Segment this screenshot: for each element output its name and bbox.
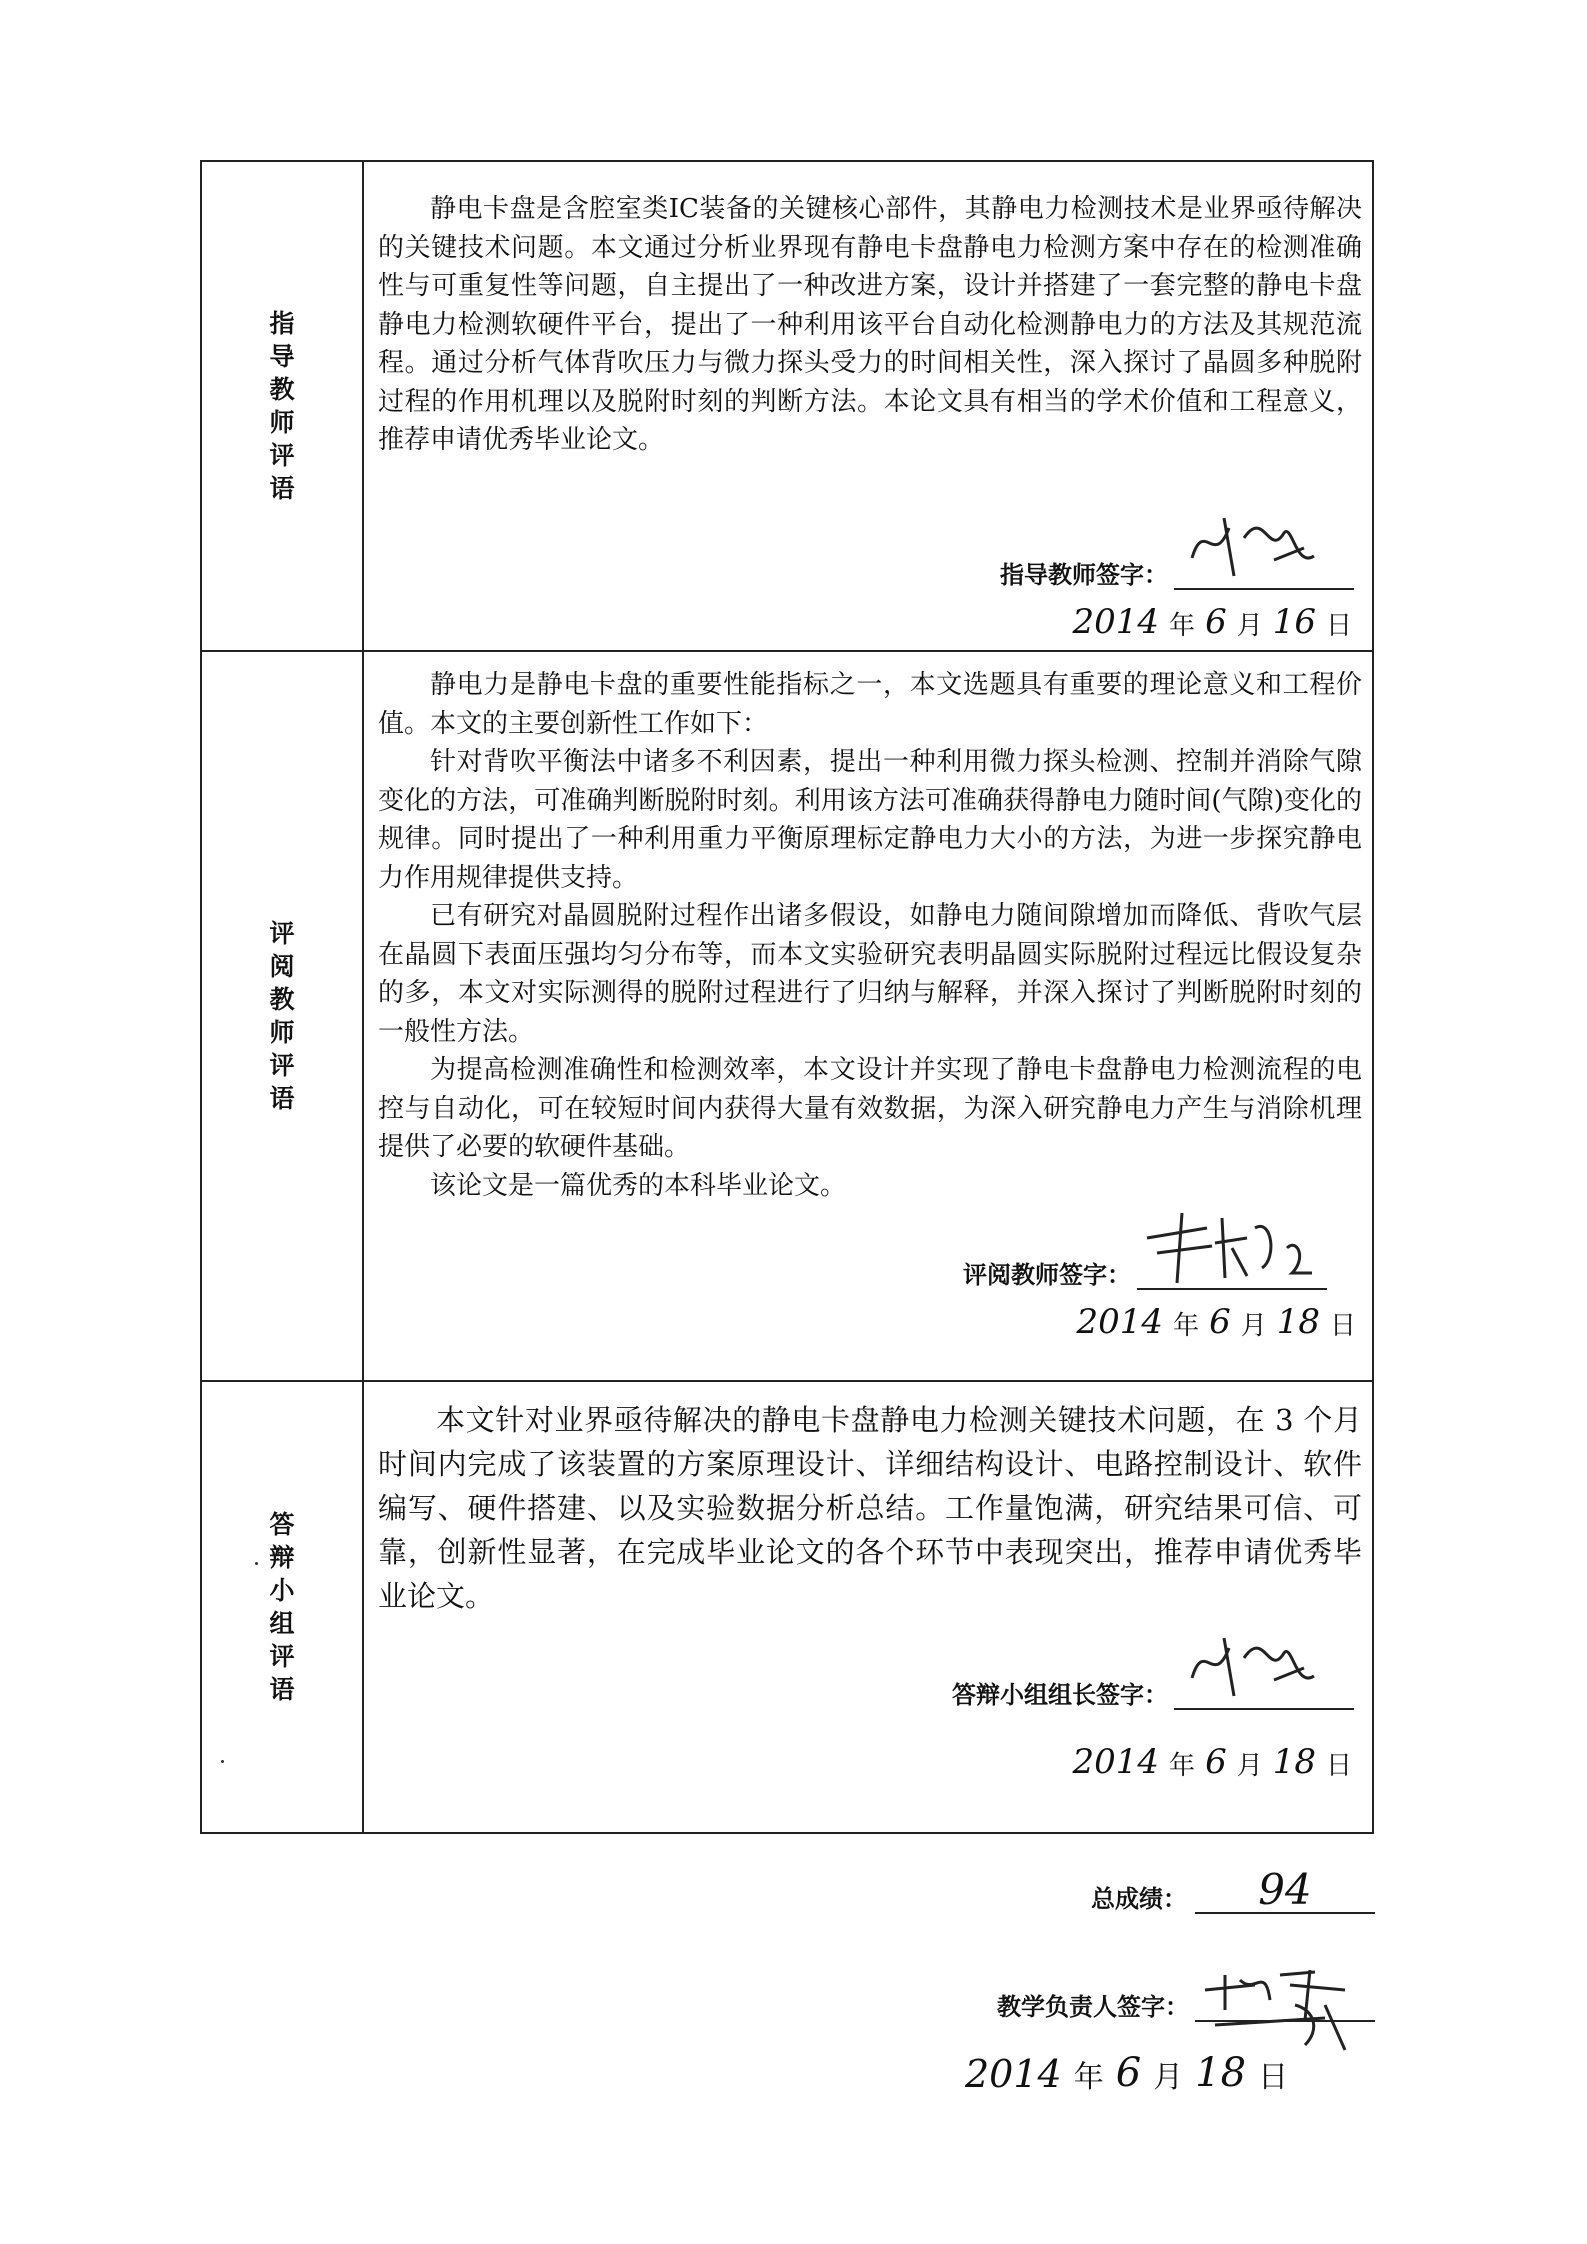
- defense-date-month: 6: [1205, 1742, 1227, 1782]
- defense-label-cell: [201, 1381, 363, 1833]
- final-date: [965, 2050, 1288, 2096]
- reviewer-label-cell: [201, 651, 363, 1381]
- total-score-row: [1091, 1865, 1375, 1914]
- reviewer-signature-scribble: [1137, 1198, 1327, 1288]
- reviewer-paragraph-4: 为提高检测准确性和检测效率，本文设计并实现了静电卡盘静电力检测流程的电控与自动化，可在较短时间内获得大量有效数据，为深入研究静电力产生与消除机理提供了必要的软硬件基础。: [378, 1055, 1362, 1162]
- defense-date: [1073, 1742, 1352, 1782]
- defense-date-year: 2014: [1072, 1742, 1160, 1782]
- review-table: [200, 160, 1374, 1834]
- advisor-signature-row: [1000, 532, 1354, 590]
- total-score-label: 总成绩：: [1091, 1885, 1187, 1913]
- reviewer-date-month-unit: 月: [1240, 1311, 1267, 1341]
- defense-date-day-unit: 日: [1325, 1751, 1352, 1781]
- advisor-comment-label: 指导教师评语: [269, 309, 295, 503]
- advisor-signature: [1174, 532, 1354, 590]
- scan-speck: [221, 1760, 224, 1763]
- reviewer-date-day-unit: 日: [1329, 1311, 1356, 1341]
- reviewer-date-year-unit: 年: [1173, 1311, 1200, 1341]
- final-date-month-unit: 月: [1153, 2060, 1184, 2095]
- advisor-date-year-unit: 年: [1169, 611, 1196, 641]
- advisor-date-day-unit: 日: [1325, 611, 1352, 641]
- total-score-value: 94: [1195, 1868, 1375, 1914]
- teaching-head-label: 教学负责人签字：: [997, 1993, 1189, 2021]
- defense-signature-label: 答辩小组组长签字：: [952, 1681, 1168, 1709]
- advisor-comment-text: 静电卡盘是含腔室类IC装备的关键核心部件，其静电力检测技术是业界亟待解决的关键技术问题。本文通过分析业界现有静电卡盘静电力检测方案中存在的检测准确性与可重复性等问题，自主提出了一种改进方案，设计并搭建了一套完整的静电卡盘静电力检测软硬件平台，提出了一种利用该平台自动化检测静电力的方法及其规范流程。通过分析气体背吹压力与微力探头受力的时间相关性，深入探讨了晶圆多种脱附过程的作用机理以及脱附时刻的判断方法。本论文具有相当的学术价值和工程意义，推荐申请优秀毕业论文。: [378, 194, 1362, 455]
- reviewer-signature-label: 评阅教师签字：: [963, 1261, 1131, 1289]
- defense-date-month-unit: 月: [1236, 1751, 1263, 1781]
- reviewer-paragraph-2: 针对背吹平衡法中诸多不利因素，提出一种利用微力探头检测、控制并消除气隙变化的方法，可准确判断脱附时刻。利用该方法可准确获得静电力随时间(气隙)变化的规律。同时提出了一种利用重力平衡原理标定静电力大小的方法，为进一步探究静电力作用规律提供支持。: [378, 747, 1362, 893]
- advisor-date-year: 2014: [1072, 602, 1160, 642]
- defense-comment-text: 本文针对业界亟待解决的静电卡盘静电力检测关键技术问题，在 3 个月时间内完成了该装置的方案原理设计、详细结构设计、电路控制设计、软件编写、硬件搭建、以及实验数据分析总结。工作量饱满，研究结果可信、可靠，创新性显著，在完成毕业论文的各个环节中表现突出，推荐申请优秀毕业论文。: [378, 1403, 1362, 1613]
- defense-comment-cell: [363, 1381, 1373, 1833]
- final-date-day-unit: 日: [1258, 2060, 1289, 2095]
- reviewer-signature-row: [963, 1212, 1327, 1290]
- defense-signature-scribble: [1174, 1618, 1354, 1708]
- defense-comment-label: 答辩小组评语: [269, 1510, 295, 1704]
- advisor-signature-label: 指导教师签字：: [1000, 561, 1168, 589]
- defense-date-year-unit: 年: [1169, 1751, 1196, 1781]
- teaching-head-signature: [1195, 1950, 1375, 2022]
- reviewer-date-month: 6: [1209, 1302, 1231, 1342]
- final-date-year: 2014: [965, 2052, 1062, 2096]
- reviewer-comment-cell: [363, 651, 1373, 1381]
- final-date-month: 6: [1115, 2050, 1142, 2096]
- advisor-date-month: 6: [1205, 602, 1227, 642]
- defense-date-day: 18: [1272, 1742, 1316, 1782]
- reviewer-date-day: 18: [1276, 1302, 1320, 1342]
- final-date-year-unit: 年: [1073, 2060, 1104, 2095]
- final-date-day: 18: [1195, 2050, 1247, 2096]
- teaching-head-row: [997, 1950, 1375, 2022]
- reviewer-date: [1077, 1302, 1356, 1342]
- advisor-label-cell: [201, 161, 363, 651]
- reviewer-signature: [1137, 1212, 1327, 1290]
- advisor-date-day: 16: [1272, 602, 1316, 642]
- scan-speck: [255, 1562, 258, 1565]
- reviewer-date-year: 2014: [1076, 1302, 1164, 1342]
- advisor-date-month-unit: 月: [1236, 611, 1263, 641]
- teaching-head-signature-scribble: [1195, 1950, 1375, 2060]
- reviewer-paragraph-3: 已有研究对晶圆脱附过程作出诸多假设，如静电力随间隙增加而降低、背吹气层在晶圆下表面压强均匀分布等，而本文实验研究表明晶圆实际脱附过程远比假设复杂的多，本文对实际测得的脱附过程进行了归纳与解释，并深入探讨了判断脱附时刻的一般性方法。: [378, 901, 1362, 1047]
- advisor-comment-cell: [363, 161, 1373, 651]
- advisor-signature-scribble: [1174, 498, 1354, 588]
- reviewer-paragraph-5: 该论文是一篇优秀的本科毕业论文。: [430, 1170, 847, 1201]
- defense-signature-row: [952, 1652, 1354, 1710]
- defense-signature: [1174, 1652, 1354, 1710]
- reviewer-comment-label: 评阅教师评语: [269, 919, 295, 1113]
- reviewer-paragraph-1: 静电力是静电卡盘的重要性能指标之一，本文选题具有重要的理论意义和工程价值。本文的主要创新性工作如下：: [378, 670, 1362, 739]
- advisor-date: [1073, 602, 1352, 642]
